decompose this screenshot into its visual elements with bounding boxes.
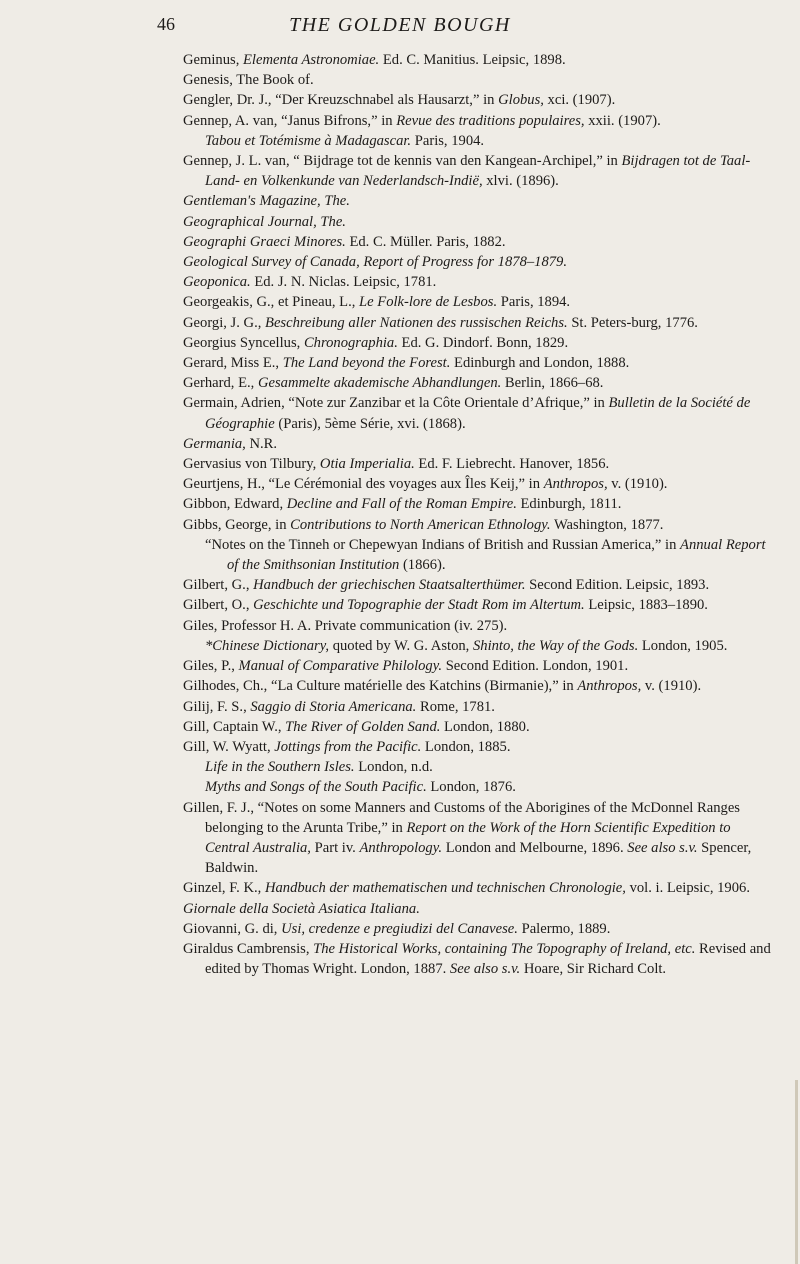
entry-text: (1866). [399, 557, 446, 574]
entry-text: v. (1910). [641, 678, 702, 695]
entry-text: Spencer, Baldwin. [205, 839, 752, 877]
bibliography-entry [205, 131, 778, 151]
bibliography-entry [183, 798, 778, 879]
entry-text: Gengler, Dr. J., “Der Kreuzschnabel als Hausarzt,” in [183, 92, 499, 109]
bibliography-entry [183, 616, 778, 636]
entry-title-text: Gentleman's Magazine, The. [183, 193, 350, 210]
bibliography-entry [183, 939, 778, 979]
entry-text: Ed. C. Manitius. Leipsic, 1898. [379, 52, 566, 68]
entry-title-text: Shinto, the Way of the Gods. [472, 637, 639, 654]
entry-title-text: The Historical Works, containing The Topography of Ireland, etc. [313, 940, 696, 957]
entry-text: xlvi. (1896). [482, 173, 559, 190]
page-number: 46 [157, 14, 175, 34]
entry-text: “Notes on the Tinneh or Chepewyan Indians of British and Russian America,” in [205, 536, 681, 553]
entry-title-text: Contributions to North American Ethnology. [290, 516, 551, 533]
entry-text: Giovanni, G. di, [183, 920, 282, 937]
entry-title-text: Chronographia. [303, 334, 398, 351]
entry-text: Ginzel, F. K., [183, 880, 265, 897]
bibliography-entry [183, 575, 778, 595]
bibliography-entry [183, 111, 778, 131]
entry-text: quoted by W. G. Aston, [329, 637, 473, 654]
entry-text: Rome, 1781. [416, 698, 495, 715]
bibliography-entry [183, 373, 778, 393]
entry-text: (Paris), 5ème Série, xvi. (1868). [274, 415, 466, 432]
bibliography-entry [183, 50, 778, 70]
bibliography-entry [183, 212, 778, 232]
entry-text: Ed. F. Liebrecht. Hanover, 1856. [414, 456, 610, 473]
entry-text: Georgius Syncellus, [183, 334, 304, 351]
entry-text: London, 1880. [440, 718, 530, 735]
entry-title-text: See also s.v. [627, 839, 698, 856]
bibliography-entry [183, 272, 778, 292]
entry-text: Washington, 1877. [550, 516, 664, 533]
bibliography-entry [183, 697, 778, 717]
entry-text: Georgi, J. G., [183, 314, 266, 331]
bibliography-entry [183, 737, 778, 757]
bibliography-entry [183, 878, 778, 898]
page-header [0, 10, 800, 40]
entry-text: London, 1876. [426, 779, 516, 796]
entry-title-text: Report on the Work of the Horn Scientific Expedition to Central Australia, [205, 819, 731, 856]
entry-text: Edinburgh, 1811. [516, 496, 622, 513]
entry-text: Gilij, F. S., [183, 698, 251, 715]
entry-text: v. (1910). [607, 476, 668, 493]
entry-title-text: Germania, [183, 435, 246, 452]
bibliography-entry [205, 777, 778, 797]
entry-text: Gibbs, George, in [183, 516, 291, 533]
bibliography-entry [183, 393, 778, 433]
entry-title-text: Manual of Comparative Philology. [238, 658, 443, 675]
entry-title-text: Elementa Astronomiae. [243, 52, 380, 68]
entry-text: Gilhodes, Ch., “La Culture matérielle des Katchins (Birmanie),” in [183, 678, 578, 695]
entry-text: Giles, P., [183, 658, 239, 675]
entry-title-text: Jottings from the Pacific. [274, 738, 422, 755]
entry-text: Ed. J. N. Niclas. Leipsic, 1781. [250, 274, 437, 291]
entry-title-text: Anthropos, [577, 678, 642, 695]
entry-text: Gill, W. Wyatt, [183, 738, 275, 755]
entry-text: Gennep, J. L. van, “ Bijdrage tot de kennis van den Kangean-Archipel,” in [183, 153, 622, 170]
entry-title-text: Geographi Graeci Minores. [183, 233, 346, 250]
entry-title-text: The River of Golden Sand. [285, 718, 441, 735]
entry-title-text: Anthropology. [359, 839, 443, 856]
entry-text: Gervasius von Tilbury, [183, 456, 320, 473]
entry-text: Part iv. [310, 839, 360, 856]
bibliography-entry [183, 717, 778, 737]
entry-text: London and Melbourne, 1896. [442, 839, 628, 856]
entry-title-text: Geographical Journal, The. [183, 213, 346, 230]
entry-text: Gerhard, E., [183, 375, 258, 392]
bibliography-entry [183, 515, 778, 535]
bibliography-entry [183, 353, 778, 373]
bibliography-entry [183, 494, 778, 514]
entry-text: Gilbert, G., [183, 577, 254, 594]
entry-text: Giles, Professor H. A. Private communication (iv. 275). [183, 617, 508, 634]
bibliography-entry [183, 292, 778, 312]
entry-title-text: Bulletin de la Société de Géographie [205, 395, 751, 432]
entry-title-text: Annual Report of the Smithsonian Institution [227, 536, 766, 574]
entry-title-text: Revue des traditions populaires, [396, 112, 585, 129]
entry-text: Berlin, 1866–68. [501, 375, 604, 392]
bibliography-entry [183, 151, 778, 191]
entry-title-text: Usi, credenze e pregiudizi del Canavese. [281, 920, 518, 937]
bibliography-entry [183, 656, 778, 676]
entry-text: Gerard, Miss E., [183, 355, 283, 372]
entry-title-text: Geschichte und Topographie der Stadt Rom im Altertum. [253, 597, 585, 614]
entry-title-text: Gesammelte akademische Abhandlungen. [257, 375, 502, 392]
bibliography-entry [183, 454, 778, 474]
entry-title-text: See also s.v. [449, 961, 521, 978]
entry-title-text: Life in the Southern Isles. [205, 759, 355, 776]
entry-text: Gill, Captain W., [183, 718, 286, 735]
entry-title-text: Geological Survey of Canada, Report of Progress for 1878–1879. [183, 254, 567, 271]
entry-text: Giraldus Cambrensis, [183, 940, 314, 957]
entry-text: Edinburgh and London, 1888. [450, 355, 630, 372]
entry-title-text: The Land beyond the Forest. [282, 355, 451, 372]
bibliography-entry [183, 191, 778, 211]
bibliography-entry [205, 535, 778, 575]
entry-title-text: Otia Imperialia. [319, 456, 415, 473]
entry-text: Palermo, 1889. [517, 920, 611, 937]
page-edge-shadow [795, 1080, 798, 1264]
entry-text: London, 1905. [638, 637, 728, 654]
entry-text: Genesis, The Book of. [183, 72, 314, 89]
entry-title-text: Le Folk-lore de Lesbos. [359, 294, 498, 311]
entry-title-text: Handbuch der mathematischen und technischen Chronologie, [264, 880, 626, 897]
entry-text: Second Edition. Leipsic, 1893. [525, 577, 710, 594]
entry-text: Geurtjens, H., “Le Cérémonial des voyages aux Îles Keij,” in [183, 476, 544, 493]
entry-text: Second Edition. London, 1901. [442, 658, 629, 675]
bibliography-entry [183, 919, 778, 939]
entry-text: Paris, 1894. [497, 294, 571, 311]
bibliography-entry [205, 757, 778, 777]
bibliography-entry [183, 676, 778, 696]
entry-text: Gilbert, O., [183, 597, 254, 614]
entry-title-text: Myths and Songs of the South Pacific. [205, 779, 427, 796]
entry-text: Gillen, F. J., “Notes on some Manners and Customs of the Aborigines of the McDonnel Ranges belonging to the Arunta Tribe,” in [183, 799, 740, 836]
entry-text: Germain, Adrien, “Note zur Zanzibar et la Côte Orientale d’Afrique,” in [183, 395, 609, 412]
entry-title-text: Globus, [498, 92, 544, 109]
bibliography-entry [183, 474, 778, 494]
entry-text: Gibbon, Edward, [183, 496, 287, 513]
entry-text: Leipsic, 1883–1890. [584, 597, 708, 614]
entry-title-text: Giornale della Società Asiatica Italiana. [183, 900, 420, 917]
bibliography-entry [183, 90, 778, 110]
entry-text: Ed. G. Dindorf. Bonn, 1829. [397, 334, 569, 351]
entry-text: xci. (1907). [543, 92, 616, 109]
bibliography-entry [183, 70, 778, 90]
bibliography-entry [183, 899, 778, 919]
entry-title-text: Beschreibung aller Nationen des russischen Reichs. [265, 314, 568, 331]
bibliography-entry [183, 595, 778, 615]
entry-text: Hoare, Sir Richard Colt. [520, 961, 667, 978]
bibliography-entry [183, 434, 778, 454]
entry-title-text: Tabou et Totémisme à Madagascar. [205, 132, 412, 149]
entry-text: Paris, 1904. [411, 132, 485, 149]
entry-text: St. Peters-burg, 1776. [567, 314, 698, 331]
entry-text: N.R. [245, 435, 278, 452]
entry-text: Gennep, A. van, “Janus Bifrons,” in [183, 112, 397, 129]
bibliography-entry [183, 313, 778, 333]
bibliography-entry [183, 232, 778, 252]
entry-text: London, 1885. [421, 738, 511, 755]
bibliography-entry [183, 252, 778, 272]
entry-title-text: Anthropos, [543, 476, 608, 493]
entry-title-text: Decline and Fall of the Roman Empire. [286, 496, 517, 513]
entry-text: xxii. (1907). [584, 112, 661, 129]
running-title: THE GOLDEN BOUGH [289, 14, 511, 36]
entry-text: Revised and edited by Thomas Wright. London, 1887. [205, 940, 771, 978]
entry-text: London, n.d. [354, 759, 433, 776]
bibliography-entry [205, 636, 778, 656]
entry-text: Georgeakis, G., et Pineau, L., [183, 294, 360, 311]
entry-title-text: Handbuch der griechischen Staatsalterthümer. [253, 577, 526, 594]
entry-title-text: Geoponica. [183, 274, 251, 291]
entry-text: vol. i. Leipsic, 1906. [625, 880, 750, 897]
entry-text: Ed. C. Müller. Paris, 1882. [345, 233, 506, 250]
entry-title-text: Bijdragen tot de Taal- Land- en Volkenkunde van Nederlandsch-Indië, [205, 153, 751, 190]
entry-title-text: Saggio di Storia Americana. [250, 698, 417, 715]
entry-title-text: *Chinese Dictionary, [205, 637, 330, 654]
entry-text: Geminus, [183, 52, 243, 68]
bibliography-entry [183, 333, 778, 353]
bibliography-list [183, 50, 778, 979]
